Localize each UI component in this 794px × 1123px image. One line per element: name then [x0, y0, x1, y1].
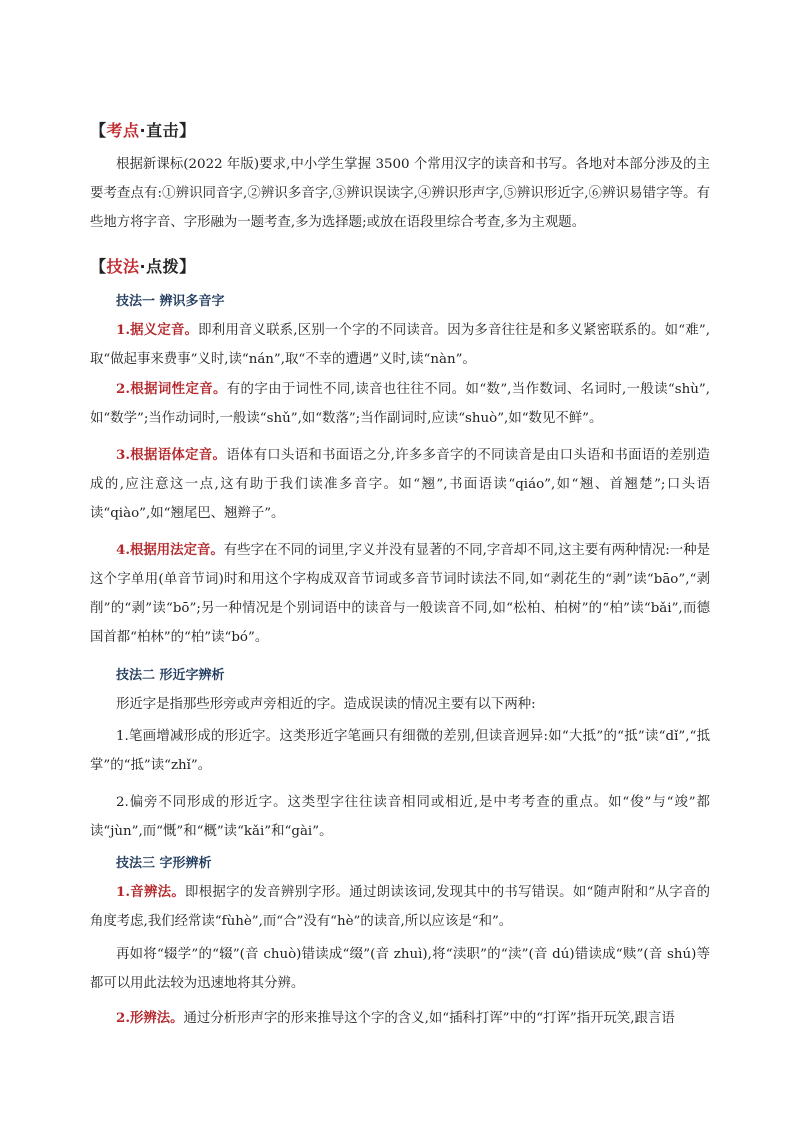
section-title-kaodian — [90, 118, 196, 141]
item-lead: 1.据义定音。 — [116, 322, 199, 338]
jifa3-item-1 — [90, 878, 710, 936]
jifa1-item-1 — [90, 316, 710, 374]
item-lead: 3.根据语体定音。 — [116, 447, 227, 463]
jifa3-item-2 — [90, 1004, 710, 1033]
item-text: 即根据字的发音辨别字形。通过朗读该词,发现其中的书写错误。如“随声附和”从字音的角度考虑,我们经常读“fùhè”,而“合”没有“hè”的读音,所以应该是“和”。 — [90, 885, 710, 929]
item-text: 语体有口头语和书面语之分,许多多音字的不同读音是由口头语和书面语的差别造成的,应注意这一点,这有助于我们读准多音字。如“翘”,书面语读“qiáo”,如“翘、首翘楚”;口头语读“qiào”,如“翘尾巴、翘辫子”。 — [90, 448, 710, 521]
jifa2-intro: 形近字是指那些形旁或声旁相近的字。造成误读的情况主要有以下两种: — [116, 697, 536, 712]
sub-heading-jifa1: 技法一 辨识多音字 — [116, 294, 225, 309]
sub-heading-jifa3: 技法三 字形辨析 — [116, 856, 212, 871]
item-lead: 2.根据词性定音。 — [116, 381, 227, 397]
jifa1-item-2 — [90, 375, 710, 433]
item-text: 即利用音义联系,区别一个字的不同读音。因为多音往往是和多义紧密联系的。如“难”,取“做起事来费事”义时,读“nán”,取“不幸的遭遇”义时,读“nàn”。 — [90, 323, 711, 367]
section-title-rest: ·直击】 — [139, 121, 196, 140]
jifa2-item-1: 1.笔画增减形成的形近字。这类形近字笔画只有细微的差别,但读音迥异:如“大抵”的“抵”读“dǐ”,“抵掌”的“抵”读“zhǐ”。 — [90, 729, 710, 773]
jifa3-item-1-continued: 再如将“辍学”的“辍”(音 chuò)错读成“缀”(音 zhuì),将“渎职”的“渎”(音 dú)错读成“赎”(音 shú)等都可以用此法较为迅速地将其分辨。 — [90, 947, 710, 991]
jifa1-item-3 — [90, 441, 710, 528]
item-lead: 4.根据用法定音。 — [116, 542, 224, 558]
jifa2-item-2: 2.偏旁不同形成的形近字。这类型字往往读音相同或相近,是中考考查的重点。如“俊”与“竣”都读“jùn”,而“慨”和“概”读“kǎi”和“gài”。 — [90, 795, 710, 839]
section-title-highlight: 考点 — [106, 121, 140, 140]
sub-heading-jifa2: 技法二 形近字辨析 — [116, 668, 225, 683]
section-title-jifa — [90, 254, 196, 277]
item-text: 有些字在不同的词里,字义并没有显著的不同,字音却不同,这主要有两种情况:一种是这个字单用(单音节词)时和用这个字构成双音节词或多音节词时读法不同,如“剥花生的“剥”读“bāo”,“剥削”的“剥”读“bō”;另一种情况是个别词语中的读音与一般读音不同,如“松柏、柏树”的“柏”读“bǎi”,而德国首都“柏林”的“柏”读“bó”。 — [90, 543, 711, 645]
bracket-open: 【 — [90, 121, 107, 140]
intro-paragraph: 根据新课标(2022 年版)要求,中小学生掌握 3500 个常用汉字的读音和书写。各地对本部分涉及的主要考查点有:①辨识同音字,②辨识多音字,③辨识误读字,④辨识形声字,⑤辨识形近字,⑥辨识易错字等。有些地方将字音、字形融为一题考查,多为选择题;或放在语段里综合考查,多为主观题。 — [90, 157, 710, 230]
section-title-highlight: 技法 — [106, 257, 140, 276]
item-lead: 2.形辨法。 — [116, 1010, 184, 1026]
jifa1-item-4 — [90, 536, 710, 652]
section-title-rest: ·点拨】 — [139, 257, 196, 276]
bracket-open: 【 — [90, 257, 107, 276]
item-text: 通过分析形声字的形来推导这个字的含义,如“插科打诨”中的“打诨”指开玩笑,跟言语 — [183, 1011, 675, 1026]
item-lead: 1.音辨法。 — [116, 884, 186, 900]
item-text: 有的字由于词性不同,读音也往往不同。如“数”,当作数词、名词时,一般读“shù”,如“数学”;当作动词时,一般读“shǔ”,如“数落”;当作副词时,应读“shuò”,如“数见不鲜”。 — [90, 382, 711, 426]
